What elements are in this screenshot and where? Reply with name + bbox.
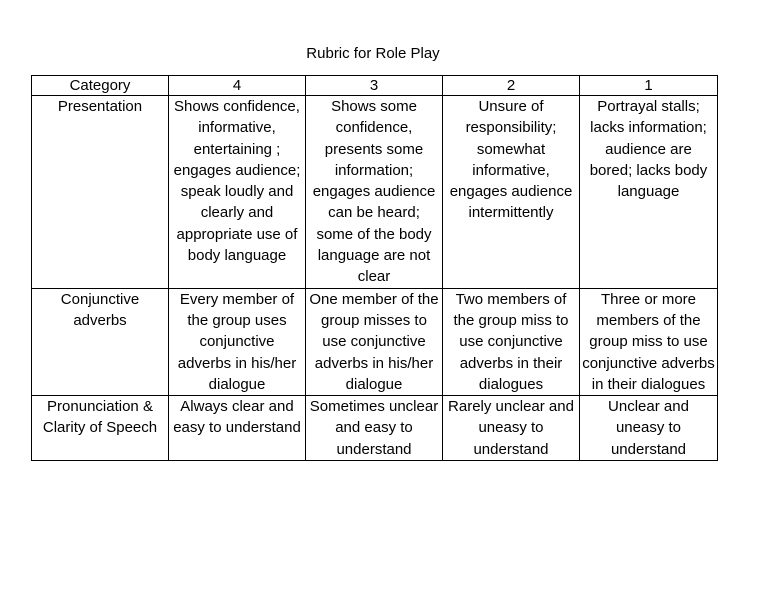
header-score-4: 4 (169, 76, 306, 96)
table-cell: Portrayal stalls; lacks information; audience are bored; lacks body language (580, 96, 718, 289)
table-cell: Two members of the group miss to use conjunctive adverbs in their dialogues (443, 288, 580, 395)
table-cell: Every member of the group uses conjunctive adverbs in his/her dialogue (169, 288, 306, 395)
table-row (32, 396, 718, 461)
table-cell: Always clear and easy to understand (169, 396, 306, 461)
row-category-conjunctive-adverbs: Conjunctive adverbs (32, 288, 169, 395)
document-title: Rubric for Role Play (306, 45, 440, 62)
header-row (32, 76, 718, 96)
header-score-3: 3 (306, 76, 443, 96)
row-category-pronunciation: Pronunciation & Clarity of Speech (32, 396, 169, 461)
table-row (32, 288, 718, 395)
header-category: Category (32, 76, 169, 96)
table-cell: Shows confidence, informative, entertaining ; engages audience; speak loudly and clearly and appropriate use of body language (169, 96, 306, 289)
table-row (32, 96, 718, 289)
row-category-presentation: Presentation (32, 96, 169, 289)
table-cell: Shows some confidence, presents some information; engages audience can be heard; some of the body language are not clear (306, 96, 443, 289)
header-score-2: 2 (443, 76, 580, 96)
rubric-table (31, 75, 718, 461)
table-cell: Sometimes unclear and easy to understand (306, 396, 443, 461)
table-cell: Unsure of responsibility; somewhat informative, engages audience intermittently (443, 96, 580, 289)
table-cell: Rarely unclear and uneasy to understand (443, 396, 580, 461)
table-cell: Three or more members of the group miss to use conjunctive adverbs in their dialogues (580, 288, 718, 395)
table-cell: Unclear and uneasy to understand (580, 396, 718, 461)
table-cell: One member of the group misses to use conjunctive adverbs in his/her dialogue (306, 288, 443, 395)
header-score-1: 1 (580, 76, 718, 96)
